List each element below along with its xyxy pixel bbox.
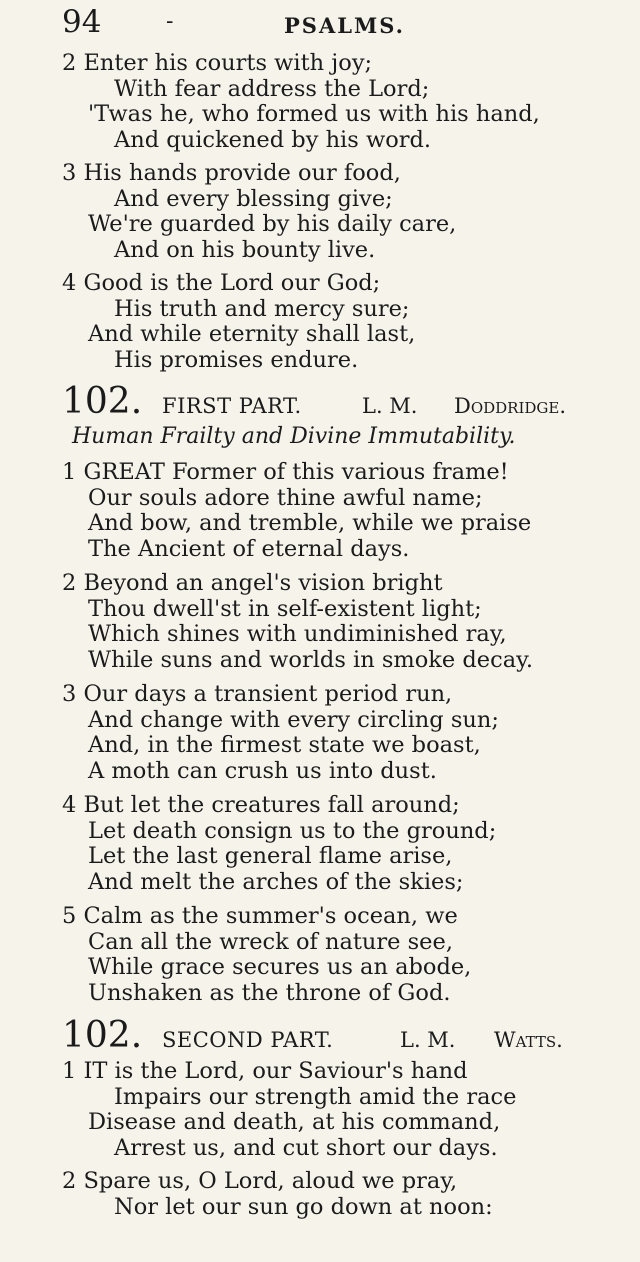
header-dash: - xyxy=(166,9,174,34)
verse-line: And quickened by his word. xyxy=(114,126,432,153)
stanza xyxy=(62,51,540,153)
verse-line: Which shines with undiminished ray, xyxy=(88,621,507,648)
stanza xyxy=(62,904,471,1006)
verse-line: 4 Good is the Lord our God; xyxy=(62,270,381,296)
stanza xyxy=(62,793,496,895)
verse-line: Thou dwell'st in self-existent light; xyxy=(88,595,482,622)
hymn-subtitle: Human Frailty and Divine Immutability. xyxy=(72,424,516,449)
stanza xyxy=(62,1169,493,1220)
verse-line: Can all the wreck of nature see, xyxy=(88,928,453,955)
hymn-meter: L. M. xyxy=(400,1028,456,1052)
hymn-heading xyxy=(62,378,622,422)
stanza xyxy=(62,271,415,373)
verse-line: 3 His hands provide our food, xyxy=(62,160,401,186)
verse-line: 2 Spare us, O Lord, aloud we pray, xyxy=(62,1168,458,1194)
page-header xyxy=(62,2,622,42)
page-number: 94 xyxy=(62,4,102,40)
verse-line: Unshaken as the throne of God. xyxy=(88,979,451,1006)
stanza xyxy=(62,161,456,263)
hymn-author: Doddridge. xyxy=(454,394,567,418)
hymn-number: 102. xyxy=(62,1015,143,1056)
verse-line: While suns and worlds in smoke decay. xyxy=(88,646,534,673)
verse-line: While grace secures us an abode, xyxy=(88,954,472,981)
verse-line: And change with every circling sun; xyxy=(88,706,499,733)
hymn-part: SECOND PART. xyxy=(162,1028,334,1052)
stanza xyxy=(62,571,533,673)
verse-line: Disease and death, at his command, xyxy=(88,1109,501,1136)
hymn-number: 102. xyxy=(62,381,143,422)
hymn-meter: L. M. xyxy=(362,394,418,418)
verse-line: 'Twas he, who formed us with his hand, xyxy=(88,101,540,128)
verse-line: 4 But let the creatures fall around; xyxy=(62,792,460,818)
verse-line: Arrest us, and cut short our days. xyxy=(114,1134,498,1161)
verse-line: Let the last general flame arise, xyxy=(88,843,453,870)
verse-line: Nor let our sun go down at noon: xyxy=(114,1193,493,1220)
hymn-part: FIRST PART. xyxy=(162,394,302,418)
verse-line: And bow, and tremble, while we praise xyxy=(88,510,532,537)
verse-line: We're guarded by his daily care, xyxy=(88,211,457,238)
verse-line: 1 IT is the Lord, our Saviour's hand xyxy=(62,1058,468,1084)
verse-line: And while eternity shall last, xyxy=(88,321,416,348)
verse-line: And every blessing give; xyxy=(114,185,393,212)
verse-line: His truth and mercy sure; xyxy=(114,295,410,322)
verse-line: Let death consign us to the ground; xyxy=(88,817,497,844)
verse-line: 3 Our days a transient period run, xyxy=(62,681,453,707)
hymn-author: Watts. xyxy=(494,1028,563,1052)
verse-line: 5 Calm as the summer's ocean, we xyxy=(62,903,458,929)
verse-line: And on his bounty live. xyxy=(114,236,376,263)
stanza xyxy=(62,1059,516,1161)
stanza xyxy=(62,682,499,784)
verse-line: And, in the firmest state we boast, xyxy=(88,732,481,759)
verse-line: With fear address the Lord; xyxy=(114,75,430,102)
hymn-heading xyxy=(62,1012,622,1056)
verse-line: 2 Enter his courts with joy; xyxy=(62,50,373,76)
verse-line: Impairs our strength amid the race xyxy=(114,1083,517,1110)
verse-line: 1 GREAT Former of this various frame! xyxy=(62,459,509,485)
verse-line: 2 Beyond an angel's vision bright xyxy=(62,570,443,596)
stanza xyxy=(62,460,531,562)
verse-line: His promises endure. xyxy=(114,346,359,373)
verse-line: A moth can crush us into dust. xyxy=(88,757,437,784)
running-head: PSALMS. xyxy=(284,13,405,38)
verse-line: Our souls adore thine awful name; xyxy=(88,484,483,511)
verse-line: And melt the arches of the skies; xyxy=(88,868,464,895)
verse-line: The Ancient of eternal days. xyxy=(88,535,410,562)
